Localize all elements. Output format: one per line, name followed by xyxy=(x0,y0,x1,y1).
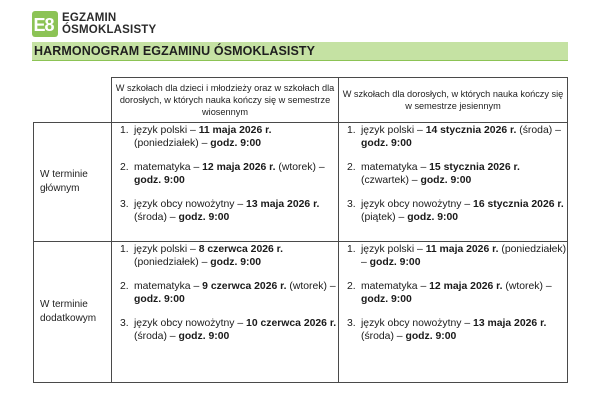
exam-day: (czwartek) – xyxy=(361,175,421,186)
exam-item xyxy=(339,243,567,269)
exam-time: godz. 9:00 xyxy=(361,138,412,149)
exam-number: 1. xyxy=(120,125,129,136)
exam-subject: język obcy nowożytny – xyxy=(361,318,474,329)
exam-item xyxy=(112,280,338,306)
exam-time: godz. 9:00 xyxy=(134,294,185,305)
exam-date: 9 czerwca 2026 r. xyxy=(202,281,287,292)
exam-number: 1. xyxy=(347,244,356,255)
exam-date: 11 maja 2026 r. xyxy=(425,244,499,255)
exam-day: (środa) – xyxy=(361,331,406,342)
exam-time: godz. 9:00 xyxy=(178,212,230,223)
exam-day: (wtorek) – xyxy=(502,281,552,292)
exam-time: godz. 9:00 xyxy=(178,331,230,342)
exam-number: 2. xyxy=(120,281,129,292)
exam-day: (poniedziałek) – xyxy=(134,257,211,268)
exam-item xyxy=(112,243,338,269)
exam-item xyxy=(339,198,567,224)
page-title: HARMONOGRAM EGZAMINU ÓSMOKLASISTY xyxy=(34,44,316,58)
exam-subject: język obcy nowożytny – xyxy=(134,199,247,210)
logo xyxy=(32,11,156,37)
exam-day: (środa) – xyxy=(516,125,561,136)
exam-day: (poniedziałek) – xyxy=(134,138,211,149)
e8-logo-icon xyxy=(32,11,58,37)
exam-subject: język obcy nowożytny – xyxy=(134,318,247,329)
cell-main-autumn xyxy=(339,123,568,242)
schedule-table xyxy=(33,77,568,383)
exam-subject: język obcy nowożytny – xyxy=(361,199,474,210)
exam-number: 3. xyxy=(347,318,356,329)
exam-item xyxy=(112,317,338,343)
exam-day: (piątek) – xyxy=(361,212,408,223)
exam-subject: język polski – xyxy=(361,244,426,255)
exam-date: 15 stycznia 2026 r. xyxy=(429,162,520,173)
exam-time: godz. 9:00 xyxy=(210,257,262,268)
exam-item xyxy=(339,161,567,187)
exam-day: (wtorek) – xyxy=(275,162,325,173)
exam-date: 12 maja 2026 r. xyxy=(202,162,276,173)
exam-day: (środa) – xyxy=(134,331,179,342)
exam-time: godz. 9:00 xyxy=(405,331,457,342)
exam-subject: matematyka – xyxy=(134,281,203,292)
svg-text:8: 8 xyxy=(44,15,55,35)
title-bar xyxy=(32,42,568,61)
row-label-main: W terminie głównym xyxy=(34,123,112,242)
exam-subject: matematyka – xyxy=(361,162,430,173)
exam-date: 13 maja 2026 r. xyxy=(473,318,547,329)
exam-day: (wtorek) – xyxy=(286,281,336,292)
table-row-extra xyxy=(34,242,568,383)
logo-line2: ÓSMOKLASISTY xyxy=(62,24,157,36)
exam-date: 11 maja 2026 r. xyxy=(198,125,272,136)
exam-date: 12 maja 2026 r. xyxy=(429,281,503,292)
exam-time: godz. 9:00 xyxy=(210,138,262,149)
exam-number: 2. xyxy=(347,162,356,173)
exam-day: (poniedziałek) – xyxy=(361,244,567,268)
cell-main-spring xyxy=(112,123,339,242)
exam-date: 8 czerwca 2026 r. xyxy=(198,244,284,255)
exam-subject: matematyka – xyxy=(134,162,203,173)
cell-extra-autumn xyxy=(339,242,568,383)
exam-date: 14 stycznia 2026 r. xyxy=(425,125,517,136)
exam-number: 2. xyxy=(347,281,356,292)
exam-date: 16 stycznia 2026 r. xyxy=(473,199,564,210)
svg-text:E: E xyxy=(33,15,46,35)
exam-time: godz. 9:00 xyxy=(420,175,472,186)
header-autumn: W szkołach dla dorosłych, w których nauka kończy się w semestrze jesiennym xyxy=(339,78,568,123)
exam-subject: język polski – xyxy=(134,125,199,136)
exam-subject: język polski – xyxy=(134,244,199,255)
exam-time: godz. 9:00 xyxy=(361,294,412,305)
exam-number: 2. xyxy=(120,162,129,173)
exam-item xyxy=(339,124,567,150)
table-row-main xyxy=(34,123,568,242)
exam-number: 3. xyxy=(120,318,129,329)
header-spring: W szkołach dla dzieci i młodzieży oraz w szkołach dla dorosłych, w których nauka kończy się w semestrze wiosennym xyxy=(112,78,339,123)
exam-number: 1. xyxy=(347,125,356,136)
logo-text xyxy=(62,12,156,36)
exam-subject: matematyka – xyxy=(361,281,430,292)
row-label-extra: W terminie dodatkowym xyxy=(34,242,112,383)
cell-extra-spring xyxy=(112,242,339,383)
header-blank-cell xyxy=(34,78,112,123)
exam-subject: język polski – xyxy=(361,125,426,136)
exam-item xyxy=(112,161,338,187)
exam-number: 1. xyxy=(120,244,129,255)
exam-day: (środa) – xyxy=(134,212,179,223)
table-header-row xyxy=(34,78,568,123)
exam-number: 3. xyxy=(347,199,356,210)
exam-date: 10 czerwca 2026 r. xyxy=(246,318,337,329)
exam-item xyxy=(112,124,338,150)
exam-time: godz. 9:00 xyxy=(407,212,459,223)
exam-time: godz. 9:00 xyxy=(369,257,421,268)
logo-line1: EGZAMIN xyxy=(62,12,117,24)
exam-item xyxy=(112,198,338,224)
exam-number: 3. xyxy=(120,199,129,210)
exam-item xyxy=(339,280,567,306)
exam-date: 13 maja 2026 r. xyxy=(246,199,320,210)
exam-item xyxy=(339,317,567,343)
exam-time: godz. 9:00 xyxy=(134,175,185,186)
